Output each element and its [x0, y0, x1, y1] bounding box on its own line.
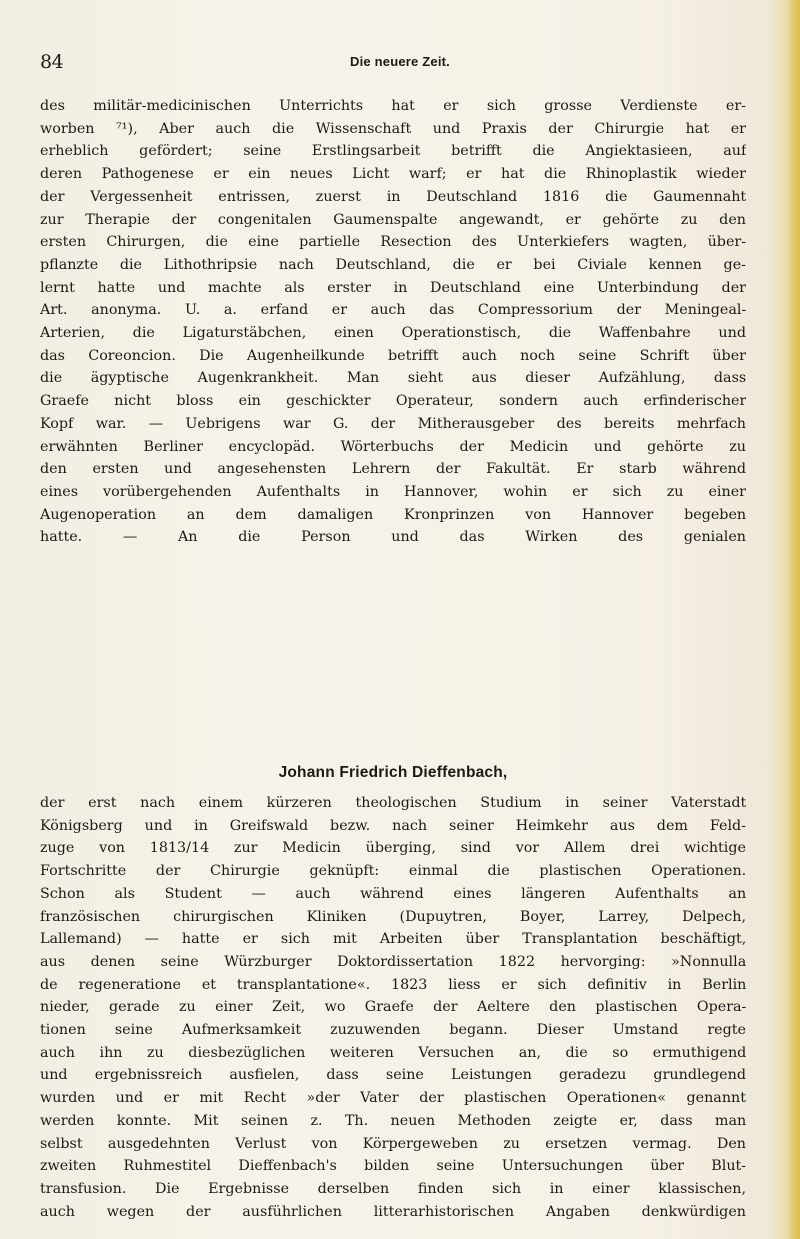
text-line: Art. anonyma. U. a. erfand er auch das Compressorium der Meningeal- [40, 302, 746, 319]
paragraph-dieffenbach [40, 792, 746, 1223]
text-line: die ägyptische Augenkrankheit. Man sieht aus dieser Aufzählung, dass [40, 370, 746, 387]
text-line: der erst nach einem kürzeren theologischen Studium in seiner Vaterstadt [40, 795, 746, 811]
page-edge [786, 0, 800, 1239]
text-line: erwähnten Berliner encyclopäd. Wörterbuchs der Medicin und gehörte zu [40, 438, 746, 455]
running-title: Die neuere Zeit. [349, 54, 450, 69]
text-line: aus denen seine Würzburger Doktordissertation 1822 hervorging: »Nonnulla [40, 953, 746, 970]
text-line: Schon als Student — auch während eines längeren Aufenthalts an [40, 885, 746, 902]
text-line: deren Pathogenese er ein neues Licht warf; er hat die Rhinoplastik wieder [40, 166, 746, 183]
text-line: de regeneratione et transplantatione«. 1823 liess er sich definitiv in Berlin [40, 976, 746, 993]
section-heading: Johann Friedrich Dieffenbach, [278, 764, 508, 781]
text-line: eines vorübergehenden Aufenthalts in Hannover, wohin er sich zu einer [40, 483, 746, 500]
text-line: Kopf war. — Uebrigens war G. der Mitherausgeber des bereits mehrfach [40, 415, 746, 432]
text-line: wurden und er mit Recht »der Vater der plastischen Operationen« genannt [40, 1090, 746, 1107]
text-line: Fortschritte der Chirurgie geknüpft: einmal die plastischen Operationen. [40, 863, 746, 880]
text-line: und ergebnissreich ausfielen, dass seine Leistungen geradezu grundlegend [40, 1067, 746, 1084]
text-line: Königsberg und in Greifswald bezw. nach seiner Heimkehr aus dem Feld- [40, 817, 746, 834]
text-line: der Vergessenheit entrissen, zuerst in Deutschland 1816 die Gaumennaht [40, 188, 746, 205]
text-line: Arterien, die Ligaturstäbchen, einen Operationstisch, die Waffenbahre und [40, 325, 746, 342]
text-line: transfusion. Die Ergebnisse derselben finden sich in einer klassischen, [40, 1180, 746, 1197]
text-line-last: hatte. — An die Person und das Wirken des genialen [40, 529, 746, 546]
text-line: werden konnte. Mit seinen z. Th. neuen Methoden zeigte er, dass man [40, 1112, 746, 1129]
text-line: zur Therapie der congenitalen Gaumenspalte angewandt, er gehörte zu den [40, 211, 746, 228]
text-line: Augenoperation an dem damaligen Kronprinzen von Hannover begeben [40, 506, 746, 523]
text-line: Lallemand) — hatte er sich mit Arbeiten über Transplantation beschäftigt, [40, 931, 746, 948]
text-line: erheblich gefördert; seine Erstlingsarbeit betrifft die Angiektasieen, auf [40, 143, 746, 160]
paragraph-graefe [40, 95, 746, 549]
text-line: französischen chirurgischen Kliniken (Dupuytren, Boyer, Larrey, Delpech, [40, 908, 746, 925]
text-line: Graefe nicht bloss ein geschickter Operateur, sondern auch erfinderischer [40, 393, 746, 410]
text-line: auch ihn zu diesbezüglichen weiteren Versuchen an, die so ermuthigend [40, 1044, 746, 1061]
page-header [40, 50, 760, 80]
text-line: ersten Chirurgen, die eine partielle Resection des Unterkiefers wagten, über- [40, 234, 746, 251]
text-line: des militär-medicinischen Unterrichts hat er sich grosse Verdienste er- [40, 98, 746, 114]
text-line: das Coreoncion. Die Augenheilkunde betrifft auch noch seine Schrift über [40, 347, 746, 364]
text-line: nieder, gerade zu einer Zeit, wo Graefe der Aeltere den plastischen Opera- [40, 999, 746, 1016]
text-line: zuge von 1813/14 zur Medicin überging, sind vor Allem drei wichtige [40, 840, 746, 857]
text-line: den ersten und angesehensten Lehrern der Fakultät. Er starb während [40, 461, 746, 478]
text-line: zweiten Ruhmestitel Dieffenbach's bilden seine Untersuchungen über Blut- [40, 1158, 746, 1175]
text-line: selbst ausgedehnten Verlust von Körpergeweben zu ersetzen vermag. Den [40, 1135, 746, 1152]
text-line: auch wegen der ausführlichen litterarhistorischen Angaben denkwürdigen [40, 1203, 746, 1220]
text-line: tionen seine Aufmerksamkeit zuzuwenden begann. Dieser Umstand regte [40, 1022, 746, 1039]
text-line: worben ⁷¹), Aber auch die Wissenschaft und Praxis der Chirurgie hat er [40, 120, 746, 137]
text-line: lernt hatte und machte als erster in Deutschland eine Unterbindung der [40, 279, 746, 296]
page-number: 84 [40, 51, 64, 73]
text-line: pflanzte die Lithothripsie nach Deutschland, die er bei Civiale kennen ge- [40, 256, 746, 273]
